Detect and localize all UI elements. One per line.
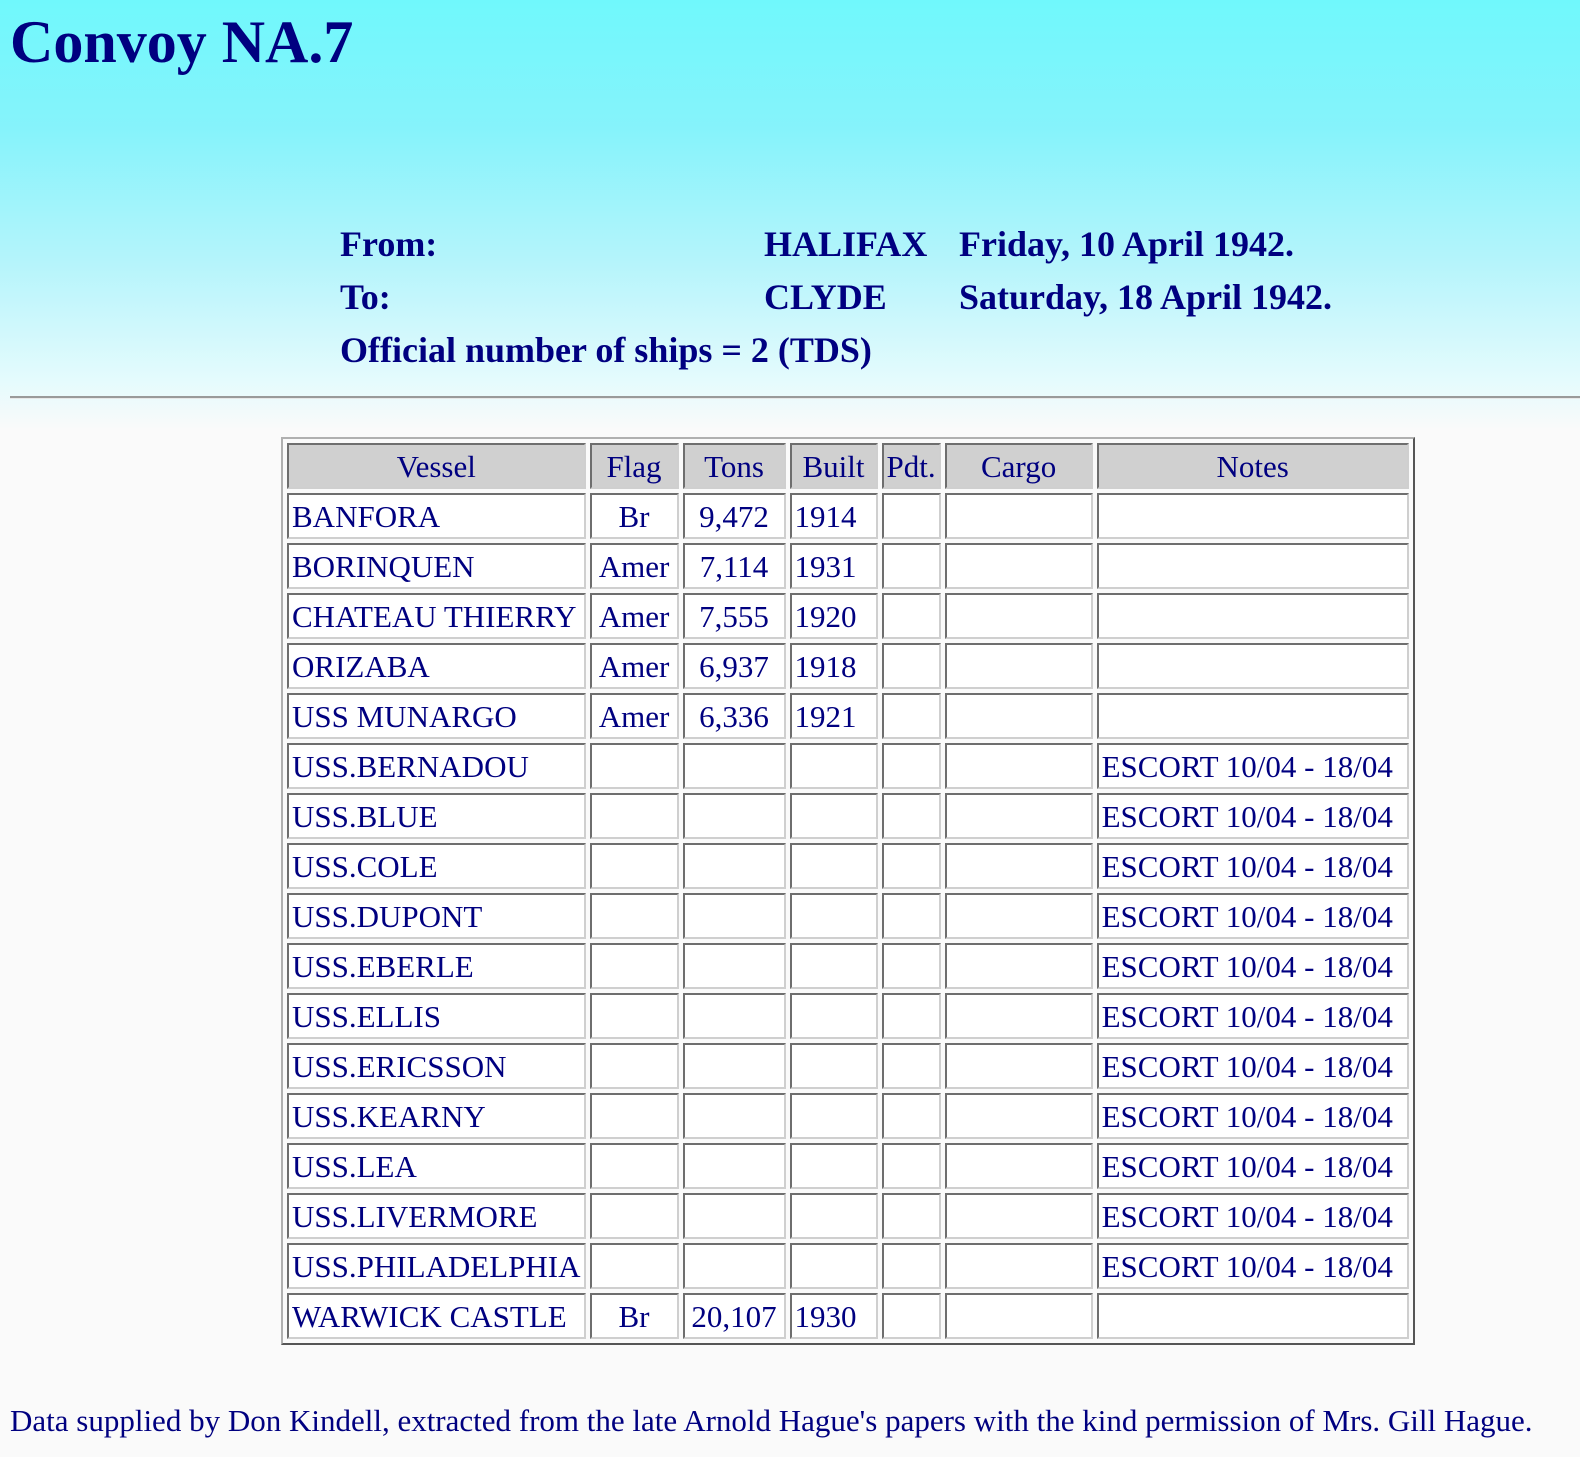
cell-notes bbox=[1097, 693, 1409, 739]
cell-vessel: USS.LIVERMORE bbox=[287, 1193, 586, 1239]
cell-built bbox=[790, 1243, 878, 1289]
cell-built bbox=[790, 1043, 878, 1089]
cell-vessel: USS MUNARGO bbox=[287, 693, 586, 739]
cell-cargo bbox=[945, 1043, 1093, 1089]
page-title: Convoy NA.7 bbox=[10, 9, 354, 75]
cell-notes: ESCORT 10/04 - 18/04 bbox=[1097, 793, 1409, 839]
cell-flag: Amer bbox=[590, 543, 679, 589]
table-row bbox=[287, 1143, 1409, 1189]
cell-cargo bbox=[945, 893, 1093, 939]
cell-tons bbox=[683, 843, 786, 889]
cell-built bbox=[790, 993, 878, 1039]
cell-notes: ESCORT 10/04 - 18/04 bbox=[1097, 743, 1409, 789]
cell-pdt bbox=[882, 643, 941, 689]
cell-flag bbox=[590, 893, 679, 939]
cell-pdt bbox=[882, 1093, 941, 1139]
table-row bbox=[287, 843, 1409, 889]
horizontal-rule bbox=[10, 396, 1580, 399]
cell-vessel: WARWICK CASTLE bbox=[287, 1293, 586, 1339]
column-header-cargo: Cargo bbox=[945, 443, 1093, 489]
table-row bbox=[287, 693, 1409, 739]
cell-pdt bbox=[882, 493, 941, 539]
cell-notes bbox=[1097, 543, 1409, 589]
cell-built: 1914 bbox=[790, 493, 878, 539]
cell-tons bbox=[683, 1043, 786, 1089]
data-source-credit: Data supplied by Don Kindell, extracted from the late Arnold Hague's papers with the kind permission of Mrs. Gill Hague. bbox=[10, 1403, 1533, 1438]
cell-tons: 9,472 bbox=[683, 493, 786, 539]
cell-pdt bbox=[882, 793, 941, 839]
cell-tons: 6,937 bbox=[683, 643, 786, 689]
cell-pdt bbox=[882, 543, 941, 589]
cell-tons bbox=[683, 1193, 786, 1239]
official-ship-count: Official number of ships = 2 (TDS) bbox=[340, 330, 872, 370]
cell-built bbox=[790, 943, 878, 989]
cell-pdt bbox=[882, 1293, 941, 1339]
cell-flag bbox=[590, 793, 679, 839]
cell-cargo bbox=[945, 643, 1093, 689]
cell-flag bbox=[590, 943, 679, 989]
table-row bbox=[287, 893, 1409, 939]
cell-tons: 20,107 bbox=[683, 1293, 786, 1339]
cell-pdt bbox=[882, 893, 941, 939]
cell-flag bbox=[590, 1243, 679, 1289]
column-header-vessel: Vessel bbox=[287, 443, 586, 489]
cell-pdt bbox=[882, 743, 941, 789]
cell-vessel: USS.LEA bbox=[287, 1143, 586, 1189]
column-header-pdt: Pdt. bbox=[882, 443, 941, 489]
cell-cargo bbox=[945, 693, 1093, 739]
cell-built bbox=[790, 1193, 878, 1239]
cell-cargo bbox=[945, 1143, 1093, 1189]
cell-cargo bbox=[945, 1093, 1093, 1139]
cell-cargo bbox=[945, 1193, 1093, 1239]
column-header-flag: Flag bbox=[590, 443, 679, 489]
table-row bbox=[287, 1243, 1409, 1289]
cell-flag: Br bbox=[590, 1293, 679, 1339]
from-place: HALIFAX bbox=[764, 224, 928, 264]
cell-built bbox=[790, 1093, 878, 1139]
cell-tons: 7,114 bbox=[683, 543, 786, 589]
cell-notes: ESCORT 10/04 - 18/04 bbox=[1097, 943, 1409, 989]
cell-tons bbox=[683, 1243, 786, 1289]
cell-vessel: USS.BLUE bbox=[287, 793, 586, 839]
cell-tons bbox=[683, 943, 786, 989]
cell-pdt bbox=[882, 843, 941, 889]
cell-flag: Amer bbox=[590, 643, 679, 689]
to-date: Saturday, 18 April 1942. bbox=[959, 277, 1333, 317]
table-row bbox=[287, 993, 1409, 1039]
column-header-built: Built bbox=[790, 443, 878, 489]
table-row bbox=[287, 543, 1409, 589]
column-header-notes: Notes bbox=[1097, 443, 1409, 489]
cell-built bbox=[790, 893, 878, 939]
cell-cargo bbox=[945, 1293, 1093, 1339]
cell-vessel: ORIZABA bbox=[287, 643, 586, 689]
cell-notes: ESCORT 10/04 - 18/04 bbox=[1097, 1193, 1409, 1239]
to-label: To: bbox=[340, 277, 391, 317]
cell-tons: 7,555 bbox=[683, 593, 786, 639]
cell-built: 1921 bbox=[790, 693, 878, 739]
cell-tons bbox=[683, 893, 786, 939]
cell-notes: ESCORT 10/04 - 18/04 bbox=[1097, 1143, 1409, 1189]
cell-tons bbox=[683, 1093, 786, 1139]
cell-notes: ESCORT 10/04 - 18/04 bbox=[1097, 893, 1409, 939]
cell-flag bbox=[590, 993, 679, 1039]
from-label: From: bbox=[340, 224, 438, 264]
cell-flag bbox=[590, 1193, 679, 1239]
cell-cargo bbox=[945, 743, 1093, 789]
cell-pdt bbox=[882, 1243, 941, 1289]
from-date: Friday, 10 April 1942. bbox=[959, 224, 1295, 264]
cell-pdt bbox=[882, 593, 941, 639]
cell-notes: ESCORT 10/04 - 18/04 bbox=[1097, 1093, 1409, 1139]
table-row bbox=[287, 1193, 1409, 1239]
cell-built: 1930 bbox=[790, 1293, 878, 1339]
cell-vessel: USS.EBERLE bbox=[287, 943, 586, 989]
table-row bbox=[287, 793, 1409, 839]
cell-pdt bbox=[882, 943, 941, 989]
cell-cargo bbox=[945, 543, 1093, 589]
cell-pdt bbox=[882, 993, 941, 1039]
cell-vessel: USS.ELLIS bbox=[287, 993, 586, 1039]
table-row bbox=[287, 593, 1409, 639]
table-row bbox=[287, 943, 1409, 989]
cell-cargo bbox=[945, 793, 1093, 839]
cell-flag bbox=[590, 743, 679, 789]
table-row bbox=[287, 643, 1409, 689]
table-row bbox=[287, 1293, 1409, 1339]
table-row bbox=[287, 743, 1409, 789]
cell-notes bbox=[1097, 1293, 1409, 1339]
cell-cargo bbox=[945, 493, 1093, 539]
cell-pdt bbox=[882, 1043, 941, 1089]
column-header-tons: Tons bbox=[683, 443, 786, 489]
table-header-row bbox=[287, 443, 1409, 489]
cell-flag bbox=[590, 843, 679, 889]
cell-vessel: USS.BERNADOU bbox=[287, 743, 586, 789]
cell-flag bbox=[590, 1043, 679, 1089]
cell-cargo bbox=[945, 943, 1093, 989]
cell-vessel: BORINQUEN bbox=[287, 543, 586, 589]
cell-built bbox=[790, 793, 878, 839]
cell-pdt bbox=[882, 1193, 941, 1239]
table-body bbox=[287, 493, 1409, 1339]
cell-flag: Br bbox=[590, 493, 679, 539]
cell-built: 1920 bbox=[790, 593, 878, 639]
cell-pdt bbox=[882, 693, 941, 739]
cell-tons bbox=[683, 793, 786, 839]
cell-notes: ESCORT 10/04 - 18/04 bbox=[1097, 993, 1409, 1039]
cell-tons bbox=[683, 743, 786, 789]
table-row bbox=[287, 1043, 1409, 1089]
cell-cargo bbox=[945, 993, 1093, 1039]
cell-notes: ESCORT 10/04 - 18/04 bbox=[1097, 1243, 1409, 1289]
cell-cargo bbox=[945, 1243, 1093, 1289]
cell-cargo bbox=[945, 843, 1093, 889]
cell-vessel: USS.KEARNY bbox=[287, 1093, 586, 1139]
cell-vessel: USS.DUPONT bbox=[287, 893, 586, 939]
cell-cargo bbox=[945, 593, 1093, 639]
cell-notes: ESCORT 10/04 - 18/04 bbox=[1097, 1043, 1409, 1089]
cell-notes bbox=[1097, 593, 1409, 639]
cell-built bbox=[790, 843, 878, 889]
to-place: CLYDE bbox=[764, 277, 887, 317]
table-row bbox=[287, 493, 1409, 539]
cell-vessel: CHATEAU THIERRY bbox=[287, 593, 586, 639]
cell-vessel: BANFORA bbox=[287, 493, 586, 539]
cell-flag bbox=[590, 1093, 679, 1139]
cell-vessel: USS.COLE bbox=[287, 843, 586, 889]
cell-tons bbox=[683, 1143, 786, 1189]
cell-flag: Amer bbox=[590, 693, 679, 739]
cell-pdt bbox=[882, 1143, 941, 1189]
cell-notes: ESCORT 10/04 - 18/04 bbox=[1097, 843, 1409, 889]
cell-notes bbox=[1097, 493, 1409, 539]
cell-flag: Amer bbox=[590, 593, 679, 639]
cell-built: 1918 bbox=[790, 643, 878, 689]
convoy-ship-table bbox=[281, 437, 1415, 1345]
cell-tons: 6,336 bbox=[683, 693, 786, 739]
table-row bbox=[287, 1093, 1409, 1139]
cell-built: 1931 bbox=[790, 543, 878, 589]
cell-built bbox=[790, 1143, 878, 1189]
cell-vessel: USS.PHILADELPHIA bbox=[287, 1243, 586, 1289]
cell-built bbox=[790, 743, 878, 789]
cell-vessel: USS.ERICSSON bbox=[287, 1043, 586, 1089]
cell-tons bbox=[683, 993, 786, 1039]
cell-notes bbox=[1097, 643, 1409, 689]
cell-flag bbox=[590, 1143, 679, 1189]
